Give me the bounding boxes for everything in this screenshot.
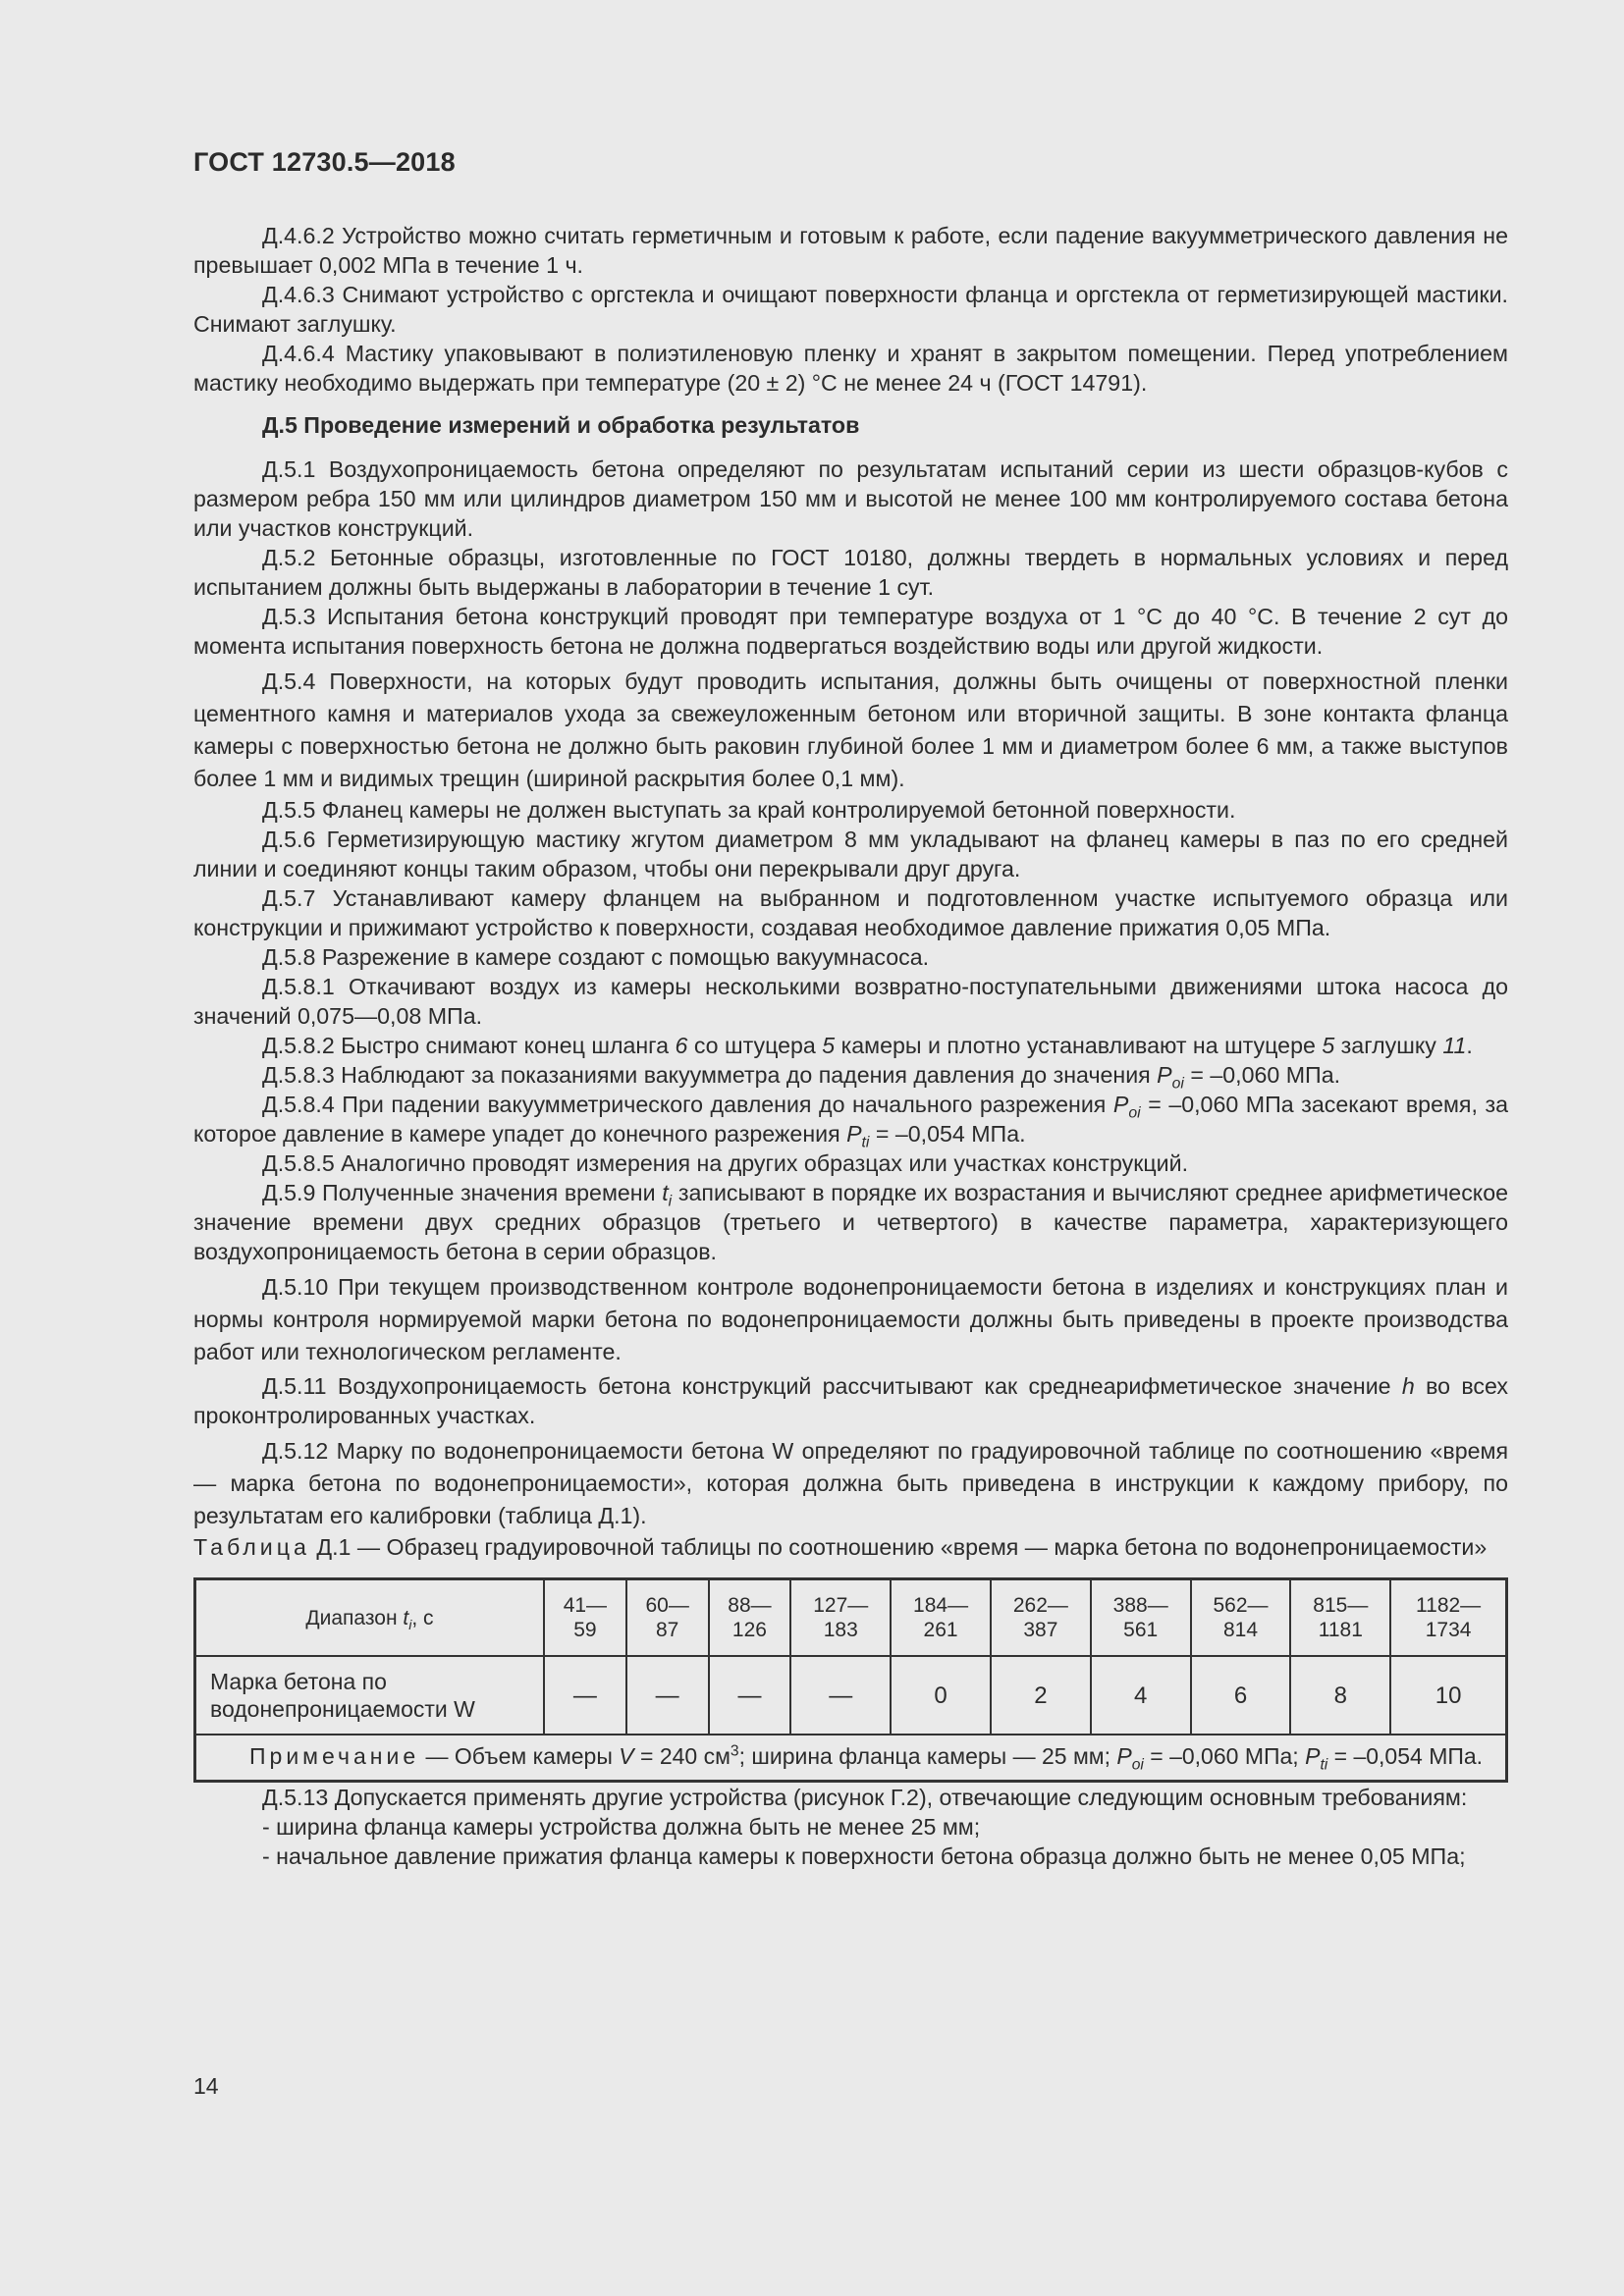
paragraph-d510: Д.5.10 При текущем производственном контроле водонепроницаемости бетона в изделиях и конструкциях план и нормы контроля нормируемой марки бетона по водонепроницаемости должны быть приведены в проекте производства работ или технологическом регламенте.: [193, 1274, 1508, 1364]
paragraph-d55: Д.5.5 Фланец камеры не должен выступать за край контролируемой бетонной поверхности.: [262, 797, 1236, 823]
paragraph-d463: Д.4.6.3 Снимают устройство с оргстекла и очищают поверхности фланца и оргстекла от герметизирующей мастики. Снимают заглушку.: [193, 282, 1508, 337]
range-cell: 41— 59: [544, 1579, 626, 1657]
paragraph-d584: Д.5.8.4 При падении вакуумметрического давления до начального разрежения $P_{oi} = -0,060$ МПа засекают время, за которое давление в камере упадет до конечного разрежения $P_{ti} = -0,054$ МПа.: [193, 1092, 1509, 1151]
grade-cell: 4: [1091, 1656, 1191, 1735]
calibration-table: [193, 1577, 1508, 1783]
table-grade-row: [195, 1656, 1507, 1735]
grade-cell: —: [544, 1656, 626, 1735]
grade-cell: 10: [1390, 1656, 1506, 1735]
range-cell: 127— 183: [790, 1579, 891, 1657]
paragraph-d582: Д.5.8.2 Быстро снимают конец шланга 6 со штуцера 5 камеры и плотно устанавливают на штуцере 5 заглушку 11.: [262, 1033, 1473, 1058]
page-number: 14: [193, 2073, 219, 2099]
range-cell: 262— 387: [991, 1579, 1091, 1657]
table-note-row: [195, 1735, 1507, 1782]
paragraph-d581: Д.5.8.1 Откачивают воздух из камеры несколькими возвратно-поступательными движениями штока насоса до значений 0,075—0,08 МПа.: [193, 974, 1508, 1029]
paragraph-d462: Д.4.6.2 Устройство можно считать герметичным и готовым к работе, если падение вакуумметрического давления не превышает 0,002 МПа в течение 1 ч.: [193, 223, 1508, 278]
list-item: - начальное давление прижатия фланца камеры к поверхности бетона образца должно быть не менее 0,05 МПа;: [262, 1843, 1466, 1869]
paragraph-d58: Д.5.8 Разрежение в камере создают с помощью вакуумнасоса.: [262, 944, 930, 970]
paragraph-d53: Д.5.3 Испытания бетона конструкций проводят при температуре воздуха от 1 °С до 40 °С. В течение 2 сут до момента испытания поверхность бетона не должна подвергаться воздействию воды или другой жидкости.: [193, 604, 1508, 659]
paragraph-d583: Д.5.8.3 Наблюдают за показаниями вакуумметра до падения давления до значения $P_{oi} = -0,060$ МПа.: [262, 1062, 1341, 1093]
table-header-row: [195, 1579, 1507, 1657]
paragraph-d54: Д.5.4 Поверхности, на которых будут проводить испытания, должны быть очищены от поверхностной пленки цементного камня и материалов ухода за свежеуложенным бетоном или вторичной защиты. В зоне контакта фланца камеры с поверхностью бетона не должно быть раковин глубиной более 1 мм и диаметром более 6 мм, а также выступов более 1 мм и видимых трещин (шириной раскрытия более 0,1 мм).: [193, 668, 1508, 791]
paragraph-d57: Д.5.7 Устанавливают камеру фланцем на выбранном и подготовленном участке испытуемого образца или конструкции и прижимают устройство к поверхности, создавая необходимое давление прижатия 0,05 МПа.: [193, 885, 1508, 940]
table-note: Примечание — Объем камеры V = 240 $см^3$; ширина фланца камеры — 25 мм; $P_{oi} = -0,060$ МПа; $P_{ti} = -0,054$ МПа.: [195, 1735, 1507, 1782]
paragraph-d51: Д.5.1 Воздухопроницаемость бетона определяют по результатам испытаний серии из шести образцов-кубов с размером ребра 150 мм или цилиндров диаметром 150 мм и высотой не менее 100 мм контролируемого состава бетона или участков конструкций.: [193, 456, 1508, 541]
section-heading-d5: Д.5 Проведение измерений и обработка результатов: [262, 412, 860, 438]
range-cell: 88— 126: [709, 1579, 791, 1657]
document-header: ГОСТ 12730.5—2018: [193, 147, 456, 177]
row-label-grade: Марка бетона по водонепроницаемости W: [195, 1656, 545, 1735]
grade-cell: —: [790, 1656, 891, 1735]
range-cell: 184— 261: [891, 1579, 991, 1657]
paragraph-d585: Д.5.8.5 Аналогично проводят измерения на других образцах или участках конструкций.: [262, 1150, 1189, 1176]
range-cell: 60— 87: [626, 1579, 709, 1657]
range-cell: 815— 1181: [1290, 1579, 1390, 1657]
range-cell: 562— 814: [1191, 1579, 1291, 1657]
grade-cell: 8: [1290, 1656, 1390, 1735]
paragraph-d59: Д.5.9 Полученные значения времени $t_i$ записывают в порядке их возрастания и вычисляют среднее арифметическое значение времени двух средних образцов (третьего и четвертого) в качестве параметра, характеризующего воздухопроницаемость бетона в серии образцов.: [193, 1180, 1508, 1264]
grade-cell: —: [626, 1656, 709, 1735]
paragraph-d52: Д.5.2 Бетонные образцы, изготовленные по ГОСТ 10180, должны твердеть в нормальных условиях и перед испытанием должны быть выдержаны в лаборатории в течение 1 сут.: [193, 545, 1508, 600]
grade-cell: 6: [1191, 1656, 1291, 1735]
grade-cell: —: [709, 1656, 791, 1735]
header-range-label: Диапазон $t_i$, с: [195, 1579, 545, 1657]
paragraph-d56: Д.5.6 Герметизирующую мастику жгутом диаметром 8 мм укладывают на фланец камеры в паз по его средней линии и соединяют концы таким образом, чтобы они перекрывали друг друга.: [193, 827, 1508, 881]
paragraph-d464: Д.4.6.4 Мастику упаковывают в полиэтиленовую пленку и хранят в закрытом помещении. Перед употреблением мастику необходимо выдержать при температуре (20 ± 2) °С не менее 24 ч (ГОСТ 14791).: [193, 341, 1508, 396]
paragraph-d512: Д.5.12 Марку по водонепроницаемости бетона W определяют по градуировочной таблице по соотношению «время — марка бетона по водонепроницаемости», которая должна быть приведена в инструкции к каждому прибору, по результатам его калибровки (таблица Д.1).: [193, 1438, 1508, 1528]
grade-cell: 0: [891, 1656, 991, 1735]
list-item: - ширина фланца камеры устройства должна быть не менее 25 мм;: [262, 1814, 981, 1840]
range-cell: 1182— 1734: [1390, 1579, 1506, 1657]
document-body: [193, 221, 1508, 1871]
paragraph-d513: Д.5.13 Допускается применять другие устройства (рисунок Г.2), отвечающие следующим основным требованиям:: [262, 1785, 1468, 1810]
paragraph-d511: Д.5.11 Воздухопроницаемость бетона конструкций рассчитывают как среднеарифметическое значение h во всех проконтролированных участках.: [193, 1373, 1508, 1428]
grade-cell: 2: [991, 1656, 1091, 1735]
table-caption: Таблица Д.1 — Образец градуировочной таблицы по соотношению «время — марка бетона по водонепроницаемости»: [193, 1534, 1488, 1560]
range-cell: 388— 561: [1091, 1579, 1191, 1657]
